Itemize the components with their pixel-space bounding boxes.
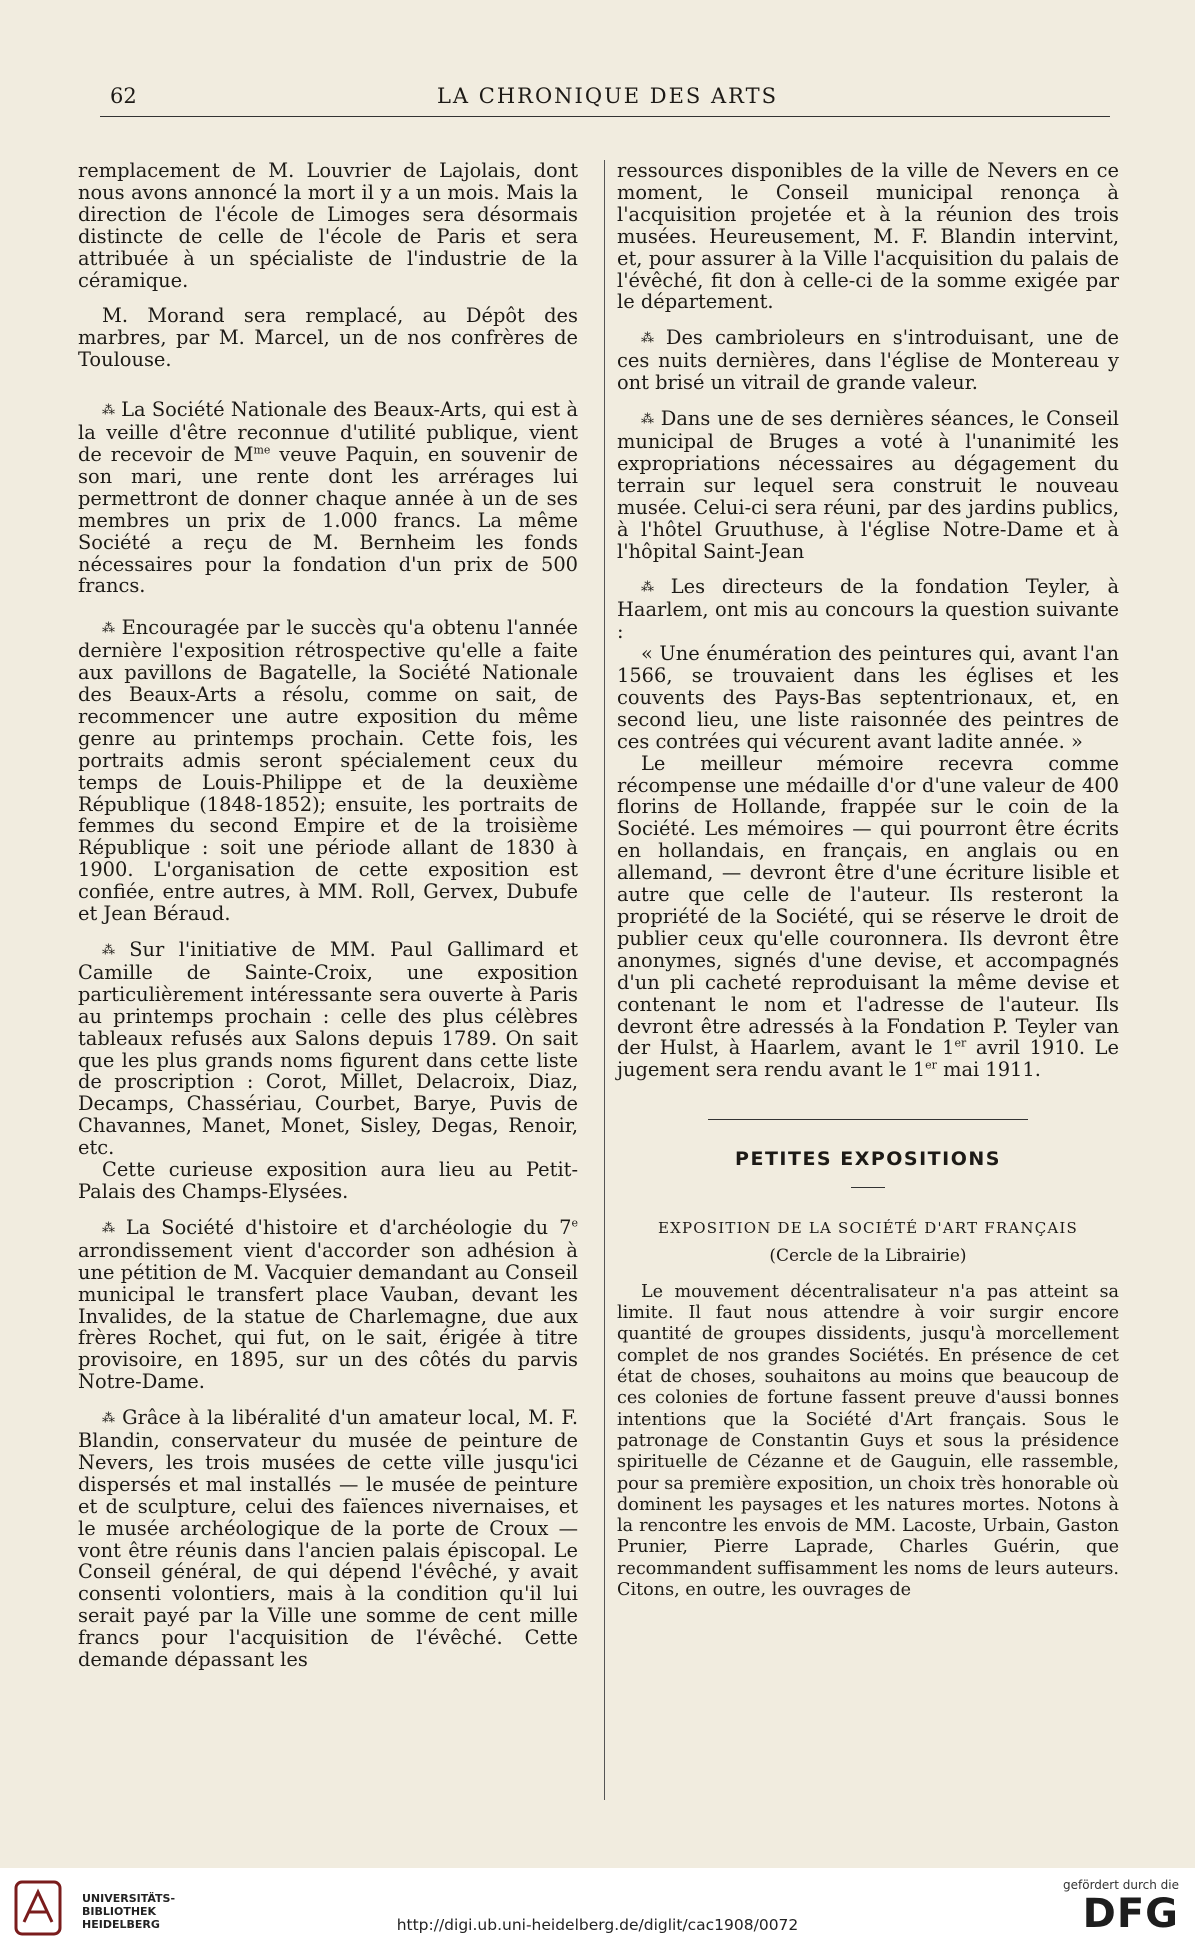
page-number: 62: [110, 84, 137, 108]
ornamental-divider: [617, 1103, 1119, 1125]
right-column: [617, 160, 1119, 1615]
running-title: LA CHRONIQUE DES ARTS: [436, 84, 778, 108]
asterism-icon: ⁂: [102, 403, 116, 419]
asterism-icon: ⁂: [102, 621, 116, 637]
paragraph: Le meilleur mémoire recevra comme récompense une médaille d'or d'une valeur de 400 florins de Hollande, frappée sur le coin de la Société. Les mémoires — qui pourront être écrits en hollandais, en français, en anglais ou en allemand, — devront être d'une écriture lisible et autre que celle de l'auteur. Ils resteront la propriété de la Société, qui se réserve le droit de publier ceux qu'elle couronnera. Ils devront être anonymes, signés d'une devise, et accompagnés d'un pli cacheté reproduisant la même devise et contenant le nom et l'adresse de l'auteur. Ils devront être adressés à la Fondation P. Teyler van der Hulst, à Haarlem, avant le 1er avril 1910. Le jugement sera rendu avant le 1er mai 1911.: [617, 751, 1119, 1082]
asterism-icon: ⁂: [641, 412, 655, 428]
news-item: ⁂ Sur l'initiative de MM. Paul Gallimard et Camille de Sainte-Croix, une exposition particulièrement intéressante sera ouverte à Paris au printemps prochain : celle des plus célèbres tableaux refusés aux Salons depuis 1789. On sait que les plus grands noms figurent dans cette liste de proscription : Corot, Millet, Delacroix, Diaz, Decamps, Chassériau, Courbet, Barye, Puvis de Chavannes, Manet, Monet, Sisley, Degas, Renoir, etc.: [78, 938, 578, 1160]
paragraph: Cette curieuse exposition aura lieu au Petit-Palais des Champs-Elysées.: [78, 1158, 578, 1203]
asterism-icon: ⁂: [102, 1220, 120, 1236]
asterism-icon: ⁂: [102, 1411, 117, 1427]
paragraph: ressources disponibles de la ville de Nevers en ce moment, le Conseil municipal renonça à l'acquisition projetée et à la réunion des trois musées. Heureusement, M. F. Blandin intervint, et, pour assurer à la Ville l'acquisition du palais de l'évêché, fit don à celle-ci de la somme exigée par le département.: [617, 159, 1119, 314]
news-item: ⁂ Les directeurs de la fondation Teyler, à Haarlem, ont mis au concours la question suivante :: [617, 575, 1119, 644]
review-paragraph: Le mouvement décentralisateur n'a pas atteint sa limite. Il faut nous attendre à voir surgir encore quantité de groupes dissidents, jusqu'à morcellement complet de nos grandes Sociétés. En présence de cet état de choses, souhaitons au moins que beaucoup de ces colonies de fortune fassent preuve d'aussi bonnes intentions que la Société d'Art français. Sous le patronage de Constantin Guys et sous la présidence spirituelle de Cézanne et de Gauguin, elle rassemble, pour sa première exposition, un choix très honorable où dominent les paysages et les natures mortes. Notons à la rencontre les envois de MM. Lacoste, Urbain, Gaston Prunier, Pierre Laprade, Charles Guérin, que recommandent suffisamment les noms de leurs auteurs. Citons, en outre, les ouvrages de: [617, 1281, 1119, 1601]
news-item: ⁂ Grâce à la libéralité d'un amateur local, M. F. Blandin, conservateur du musée de peinture de Nevers, les trois musées de cette ville jusqu'ici dispersés et mal installés — le musée de peinture et de sculpture, celui des faïences nivernaises, et le musée archéologique de la porte de Croux — vont être réunis dans l'ancien palais épiscopal. Le Conseil général, de qui dépend l'évêché, y avait consenti volontiers, mais à la condition qu'il lui serait payé par la Ville une somme de cent mille francs pour l'acquisition de l'évêché. Cette demande dépassant les: [78, 1406, 579, 1672]
source-url[interactable]: http://digi.ub.uni-heidelberg.de/diglit/cac1908/0072: [396, 1916, 799, 1934]
title-rule: [851, 1187, 885, 1188]
news-item: ⁂ Dans une de ses dernières séances, le Conseil municipal de Bruges a voté à l'unanimité les expropriations nécessaires au dégagement du terrain sur lequel sera construit le nouveau musée. Celui-ci sera réuni, par des jardins publics, à l'hôtel Gruuthuse, à l'église Notre-Dame et à l'hôpital Saint-Jean: [617, 407, 1120, 563]
asterism-icon: ⁂: [641, 580, 665, 596]
digitization-footer: [0, 1868, 1195, 1955]
paragraph: M. Morand sera remplacé, au Dépôt des marbres, par M. Marcel, un de nos confrères de Toulouse.: [78, 304, 578, 372]
funding-note: gefördert durch die: [1063, 1878, 1179, 1892]
exhibition-venue: (Cercle de la Librairie): [769, 1245, 967, 1266]
dfg-wordmark: DFG: [1082, 1891, 1179, 1937]
left-column: [78, 160, 578, 1685]
dfg-logo: [1029, 1878, 1179, 1936]
column-separator: [604, 160, 605, 1800]
news-item: ⁂ Encouragée par le succès qu'a obtenu l'année dernière l'exposition rétrospective qu'elle a faite aux pavillons de Bagatelle, la Société Nationale des Beaux-Arts a résolu, comme on sait, de recommencer une autre exposition du même genre au printemps prochain. Cette fois, les portraits admis seront spécialement ceux du temps de Louis-Philippe et de la deuxième République (1848-1852); ensuite, les portraits de femmes du second Empire et de la troisième République : soit une période allant de 1830 à 1900. L'organisation de cette exposition est confiée, entre autres, à MM. Roll, Gervex, Dubufe et Jean Béraud.: [78, 616, 579, 926]
paragraph: remplacement de M. Louvrier de Lajolais, dont nous avons annoncé la mort il y a un mois. Mais la direction de l'école de Limoges sera désormais distincte de celle de l'école de Paris et sera attribuée à un spécialiste de l'industrie de la céramique.: [78, 159, 578, 292]
exhibition-title: EXPOSITION DE LA SOCIÉTÉ D'ART FRANÇAIS: [657, 1219, 1079, 1238]
news-item: ⁂ La Société Nationale des Beaux-Arts, qui est à la veille d'être reconnue d'utilité publique, vient de recevoir de $M^{me}$ veuve Paquin, en souvenir de son mari, une rente dont les arrérages lui permettront de donner chaque année à un de ses membres un prix de 1.000 francs. La même Société a reçu de M. Bernheim les fonds nécessaires pour la fondation d'un prix de 500 francs.: [78, 398, 579, 598]
library-name: UNIVERSITÄTS- BIBLIOTHEK HEIDELBERG: [82, 1892, 176, 1931]
section-title: PETITES EXPOSITIONS: [735, 1148, 1001, 1171]
page-header: [100, 84, 1115, 114]
asterism-icon: ⁂: [641, 331, 660, 347]
quotation: « Une énumération des peintures qui, avant l'an 1566, se trouvaient dans les églises et les couvents des Pays-Bas septentrionaux, et, en second lieu, une liste raisonnée des peintres de ces contrées qui vécurent avant ladite année. »: [617, 642, 1119, 753]
asterism-icon: ⁂: [102, 943, 124, 958]
news-item: ⁂ Des cambrioleurs en s'introduisant, une de ces nuits dernières, dans l'église de Montereau y ont brisé un vitrail de grande valeur.: [617, 326, 1119, 395]
news-item: ⁂ La Société d'histoire et d'archéologie du 7e arrondissement vient d'accorder son adhésion à une pétition de M. Vacquier demandant au Conseil municipal le transfert place Vauban, devant les Invalides, de la statue de Charlemagne, due aux frères Rochet, qui fut, on le sait, érigée à titre provisoire, en 1895, sur un des côtés du parvis Notre-Dame.: [78, 1215, 578, 1394]
header-rule: [100, 116, 1110, 117]
